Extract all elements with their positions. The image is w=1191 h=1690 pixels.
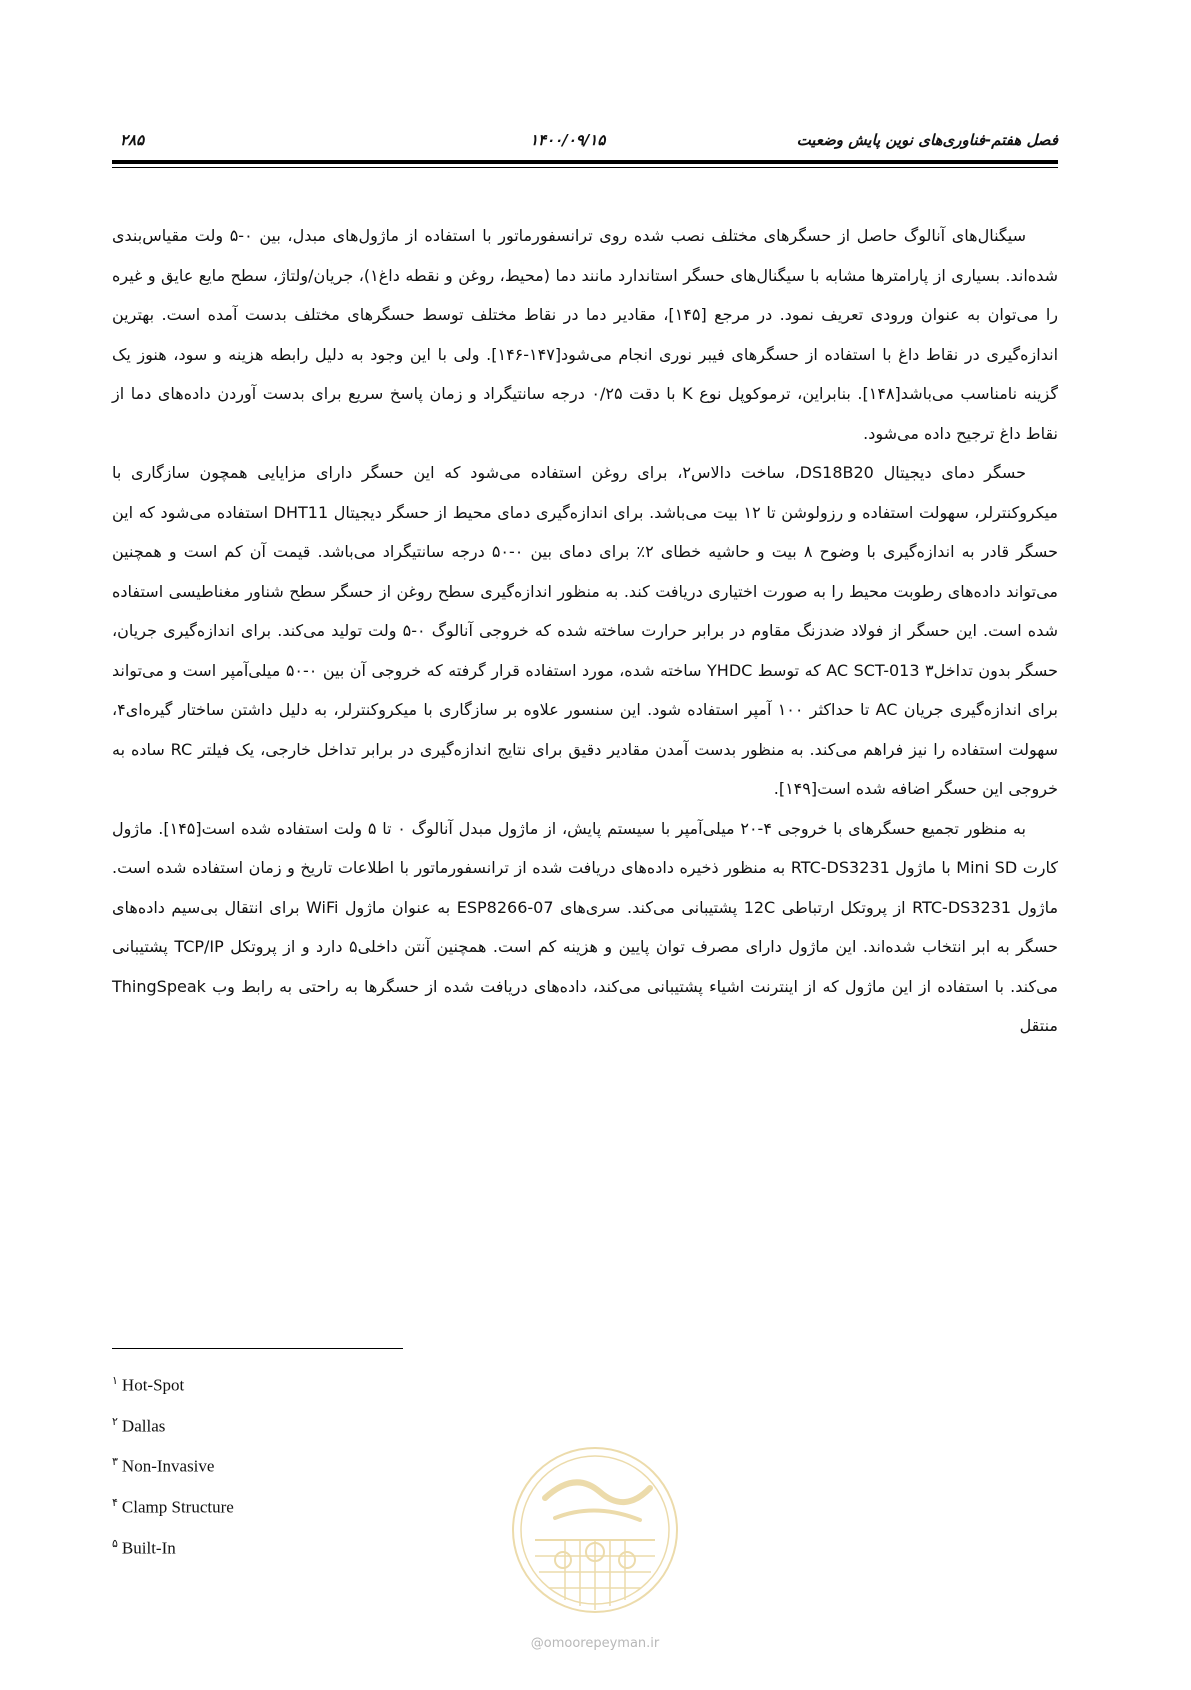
footnote-number: ۲ — [112, 1415, 118, 1428]
body-text — [112, 216, 1058, 1046]
footnotes — [112, 1363, 512, 1566]
paragraph-2: حسگر دمای دیجیتال DS18B20، ساخت دالاس۲، برای روغن استفاده می‌شود که این حسگر دارای مزایایی همچون سازگاری با میکروکنترلر، سهولت استفاده و رزولوشن تا ۱۲ بیت می‌باشد. برای اندازه‌گیری دمای محیط از حسگر دیجیتال DHT11 استفاده می‌شود که این حسگر قادر به اندازه‌گیری با وضوح ۸ بیت و حاشیه خطای ۲٪ برای دمای بین ۰-۵۰ درجه سانتیگراد می‌باشد. قیمت آن کم است و همچنین می‌تواند داده‌های رطوبت محیط را به صورت اختیاری دریافت کند. به منظور اندازه‌گیری سطح روغن از حسگر سطح شناور مغناطیسی استفاده شده است. این حسگر از فولاد ضدزنگ مقاوم در برابر حرارت ساخته شده که خروجی آنالوگ ۰-۵ ولت تولید می‌کند. برای اندازه‌گیری جریان، حسگر بدون تداخل۳ AC SCT-013 که توسط YHDC ساخته شده، مورد استفاده قرار گرفته که خروجی آن بین ۰-۵۰ میلی‌آمپر است و می‌تواند برای اندازه‌گیری جریان AC تا حداکثر ۱۰۰ آمپر استفاده شود. این سنسور علاوه بر سازگاری با میکروکنترلر، به دلیل داشتن ساختار گیره‌ای۴، سهولت استفاده را نیز فراهم می‌کند. به منظور بدست آمدن مقادیر دقیق برای نتایج اندازه‌گیری در برابر تداخل خارجی، یک فیلتر RC ساده به خروجی این حسگر اضافه شده است[۱۴۹]. — [112, 463, 1059, 798]
chapter-title: فصل هفتم-فناوری‌های نوین پایش وضعیت — [796, 131, 1058, 149]
page-number: ۲۸۵ — [120, 131, 145, 149]
footnote-4 — [112, 1485, 512, 1526]
footnote-text: Non-Invasive — [121, 1456, 215, 1476]
footnote-number: ۱ — [112, 1375, 118, 1387]
header-rule-thick — [112, 160, 1058, 164]
footnote-text: Dallas — [121, 1416, 166, 1436]
footnote-number: ۵ — [112, 1537, 118, 1550]
footnote-separator — [112, 1348, 403, 1349]
footnote-number: ۳ — [112, 1456, 118, 1469]
footnote-5 — [112, 1526, 512, 1567]
paragraph-1: سیگنال‌های آنالوگ حاصل از حسگرهای مختلف نصب شده روی ترانسفورماتور با استفاده از ماژول‌های مبدل، بین ۰-۵ ولت مقیاس‌بندی شده‌اند. بسیاری از پارامترها مشابه با سیگنال‌های حسگر استاندارد مانند دما (محیط، روغن و نقطه داغ۱)، جریان/ولتاژ، سطح مایع عایق و غیره را می‌توان به عنوان ورودی تعریف نمود. در مرجع [۱۴۵]، مقادیر دما در نقاط مختلف توسط حسگرهای مختلف بدست آمده است. بهترین اندازه‌گیری در نقاط داغ با استفاده از حسگرهای فیبر نوری انجام می‌شود[۱۴۷-۱۴۶]. ولی با این وجود به دلیل رابطه هزینه و سود، هنوز یک گزینه نامناسب می‌باشد[۱۴۸]. بنابراین، ترموکوپل نوع K با دقت ۰/۲۵ درجه سانتیگراد و زمان پاسخ سریع برای بدست آوردن داده‌های دما از نقاط داغ ترجیح داده می‌شود. — [112, 226, 1059, 443]
watermark-logo — [505, 1440, 685, 1640]
footnote-2 — [112, 1404, 512, 1445]
watermark-site: @omoorepeyman.ir — [530, 1636, 660, 1651]
watermark — [505, 1440, 685, 1690]
header-rule-thin — [112, 167, 1058, 168]
footnote-number: ۴ — [112, 1496, 118, 1509]
footnote-text: Built-In — [121, 1538, 176, 1558]
paragraph-3: به منظور تجمیع حسگرهای با خروجی ۴-۲۰ میلی‌آمپر با سیستم پایش، از ماژول مبدل آنالوگ ۰ تا ۵ ولت استفاده شده است[۱۴۵]. ماژول کارت Mini SD با ماژول RTC-DS3231 به منظور ذخیره داده‌های دریافت شده از ترانسفورماتور با اطلاعات تاریخ و زمان استفاده شده است. ماژول RTC-DS3231 از پروتکل ارتباطی 12C پشتیبانی می‌کند. سری‌های ESP8266-07 به عنوان ماژول WiFi برای انتقال بی‌سیم داده‌های حسگر به ابر انتخاب شده‌اند. این ماژول دارای مصرف توان پایین و هزینه کم است. همچنین آنتن داخلی۵ دارد و از پروتکل TCP/IP پشتیبانی می‌کند. با استفاده از این ماژول که از اینترنت اشیاء پشتیبانی می‌کند، داده‌های دریافت شده از حسگرها به راحتی به رابط وب ThingSpeak منتقل — [112, 818, 1059, 1035]
footnote-text: Hot-Spot — [121, 1375, 185, 1395]
header-date: ۱۴۰۰/۰۹/۱۵ — [530, 131, 606, 149]
page-header — [112, 131, 1058, 153]
footnote-1 — [112, 1363, 512, 1404]
footnote-text: Clamp Structure — [121, 1497, 234, 1517]
footnote-3 — [112, 1444, 512, 1485]
